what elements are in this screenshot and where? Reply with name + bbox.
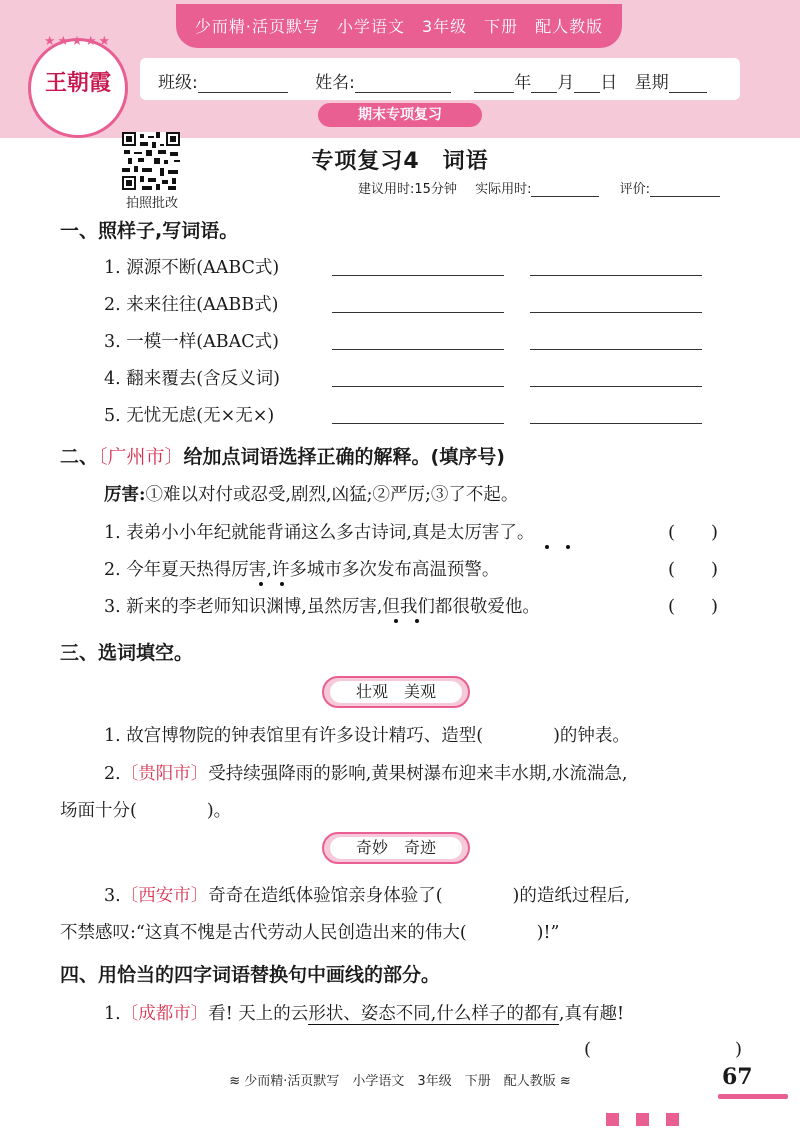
q-text: 奇奇在造纸体验馆亲身体验了( )的造纸过程后, bbox=[208, 886, 630, 906]
q-number: 3. bbox=[104, 886, 121, 906]
series-title: 少而精·活页默写 小学语文 3年级 下册 配人教版 bbox=[194, 17, 604, 36]
word-choice-chip bbox=[322, 676, 470, 708]
section4-heading: 四、用恰当的四字词语替换句中画线的部分。 bbox=[60, 964, 441, 986]
answer-paren[interactable]: ( ) bbox=[668, 522, 719, 543]
q-number: 1. bbox=[104, 1004, 121, 1024]
eval-field[interactable] bbox=[650, 182, 720, 197]
time-line bbox=[358, 178, 720, 197]
s4-q1 bbox=[104, 1000, 624, 1025]
student-info-row bbox=[158, 68, 707, 93]
logo-text: 王朝霞 bbox=[44, 70, 111, 96]
week-field[interactable] bbox=[669, 74, 707, 93]
s3-q3 bbox=[104, 882, 630, 907]
actual-time-label: 实际用时: bbox=[475, 182, 532, 197]
s1-item-1: 1. 源源不断(AABC式) bbox=[104, 258, 280, 278]
name-field[interactable] bbox=[355, 74, 451, 93]
s3-q3-line2: 不禁感叹:“这真不愧是古代劳动人民创造出来的伟大( )!” bbox=[60, 923, 560, 943]
emphasis-dot bbox=[259, 582, 263, 586]
section-tag: 期末专项复习 bbox=[318, 103, 482, 127]
actual-time-field[interactable] bbox=[531, 182, 599, 197]
footer-square bbox=[636, 1113, 649, 1126]
s1-item-3: 3. 一模一样(ABAC式) bbox=[104, 332, 279, 352]
answer-line[interactable] bbox=[332, 385, 504, 387]
section1-heading: 一、照样子,写词语。 bbox=[60, 220, 239, 242]
definition-word: 厉害: bbox=[104, 485, 146, 505]
answer-line[interactable] bbox=[530, 274, 702, 276]
emphasis-dot bbox=[415, 619, 419, 623]
footer-square bbox=[666, 1113, 679, 1126]
city-tag: 〔广州市〕 bbox=[98, 446, 184, 468]
week-label: 星期 bbox=[634, 73, 669, 93]
s1-item-5: 5. 无忧无虑(无×无×) bbox=[104, 406, 275, 426]
word-choice-chip bbox=[322, 832, 470, 864]
word-choice-text: 奇妙 奇迹 bbox=[330, 837, 462, 859]
word-choice-text: 壮观 美观 bbox=[330, 681, 462, 703]
q-text: 看! 天上的云 bbox=[208, 1004, 309, 1024]
footer-square bbox=[606, 1113, 619, 1126]
month-label: 月 bbox=[557, 73, 575, 93]
qr-label: 拍照批改 bbox=[125, 196, 178, 211]
qr-code-icon[interactable] bbox=[122, 132, 180, 190]
section2-number: 二、 bbox=[60, 446, 99, 468]
q-number: 2. bbox=[104, 764, 121, 784]
page-accent-line bbox=[718, 1094, 788, 1099]
class-field[interactable] bbox=[198, 74, 288, 93]
section2-instruction: 给加点词语选择正确的解释。(填序号) bbox=[183, 446, 505, 468]
answer-line[interactable] bbox=[530, 422, 702, 424]
q-text: 受持续强降雨的影响,黄果树瀑布迎来丰水期,水流湍急, bbox=[208, 764, 628, 784]
answer-paren[interactable]: ( ) bbox=[668, 596, 719, 617]
answer-paren[interactable]: ( ) bbox=[668, 559, 719, 580]
answer-paren[interactable]: ( ) bbox=[584, 1039, 743, 1060]
month-field[interactable] bbox=[531, 74, 557, 93]
emphasis-dot bbox=[566, 545, 570, 549]
eval-label: 评价: bbox=[619, 182, 650, 197]
answer-line[interactable] bbox=[332, 274, 504, 276]
answer-line[interactable] bbox=[332, 422, 504, 424]
emphasis-dot bbox=[280, 582, 284, 586]
answer-line[interactable] bbox=[530, 311, 702, 313]
answer-line[interactable] bbox=[530, 348, 702, 350]
section2-heading bbox=[60, 442, 505, 469]
s2-item-3: 3. 新来的李老师知识渊博,虽然厉害,但我们都很敬爱他。 bbox=[104, 597, 540, 617]
class-label: 班级: bbox=[158, 73, 198, 93]
year-field[interactable] bbox=[474, 74, 514, 93]
emphasis-dot bbox=[394, 619, 398, 623]
s3-q1: 1. 故宫博物院的钟表馆里有许多设计精巧、造型( )的钟表。 bbox=[104, 726, 630, 746]
s3-q2 bbox=[104, 760, 627, 785]
logo-stars: ★★★★★ bbox=[43, 34, 113, 49]
answer-line[interactable] bbox=[332, 348, 504, 350]
definition-text: ①难以对付或忍受,剧烈,凶猛;②严厉;③了不起。 bbox=[145, 485, 519, 505]
footer-series: ≋ 少而精·活页默写 小学语文 3年级 下册 配人教版 ≋ bbox=[229, 1074, 571, 1089]
city-tag: 〔贵阳市〕 bbox=[120, 764, 209, 784]
suggested-time: 建议用时:15分钟 bbox=[358, 182, 457, 197]
underlined-phrase: 形状、姿态不同,什么样子的都有 bbox=[308, 1004, 559, 1024]
city-tag: 〔西安市〕 bbox=[120, 886, 209, 906]
day-label: 日 bbox=[600, 73, 618, 93]
s3-q2-line2: 场面十分( )。 bbox=[60, 801, 232, 821]
answer-line[interactable] bbox=[332, 311, 504, 313]
page-number: 67 bbox=[722, 1064, 753, 1090]
s2-item-1: 1. 表弟小小年纪就能背诵这么多古诗词,真是太厉害了。 bbox=[104, 523, 535, 543]
name-label: 姓名: bbox=[315, 73, 355, 93]
city-tag: 〔成都市〕 bbox=[120, 1004, 209, 1024]
emphasis-dot bbox=[545, 545, 549, 549]
s2-item-2: 2. 今年夏天热得厉害,许多城市多次发布高温预警。 bbox=[104, 560, 500, 580]
answer-line[interactable] bbox=[530, 385, 702, 387]
day-field[interactable] bbox=[574, 74, 600, 93]
section3-heading: 三、选词填空。 bbox=[60, 642, 194, 664]
s1-item-4: 4. 翻来覆去(含反义词) bbox=[104, 369, 280, 389]
s1-item-2: 2. 来来往往(AABB式) bbox=[104, 295, 279, 315]
year-label: 年 bbox=[514, 73, 532, 93]
page-title: 专项复习4 词语 bbox=[311, 149, 489, 174]
definition-line bbox=[104, 481, 518, 506]
q-text-end: ,真有趣! bbox=[558, 1004, 624, 1024]
